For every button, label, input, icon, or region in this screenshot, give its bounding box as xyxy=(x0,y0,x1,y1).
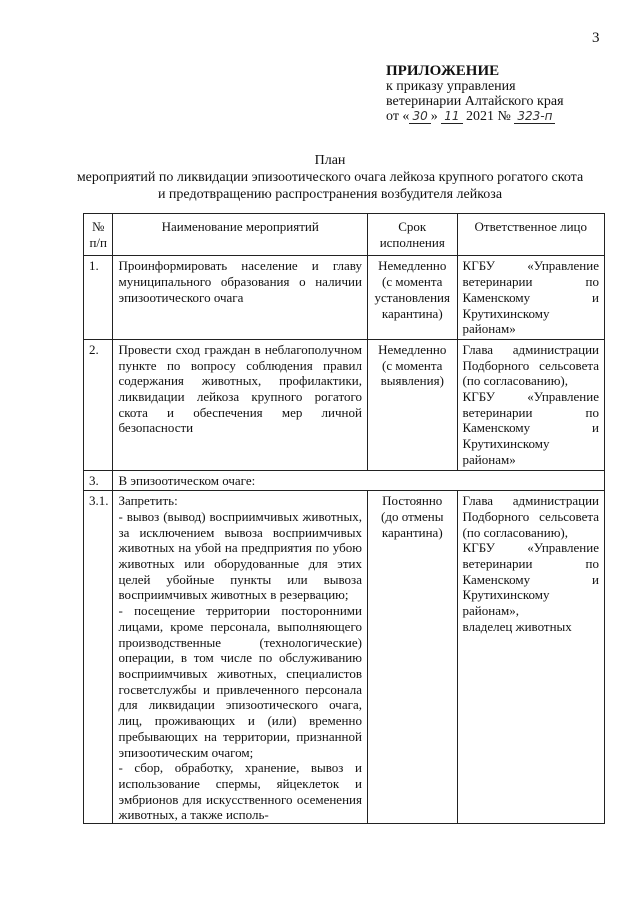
date-year: 2021 № xyxy=(466,109,511,124)
responsible-part: Глава администрации Подборного сельсовета (по согласованию), xyxy=(462,493,599,540)
responsible-part: владелец животных xyxy=(462,618,572,634)
activity-intro: Запретить: xyxy=(118,493,178,509)
row-term: Немедленно (с момента установления карантина) xyxy=(367,256,457,340)
row-num: 2. xyxy=(84,339,113,470)
header-responsible: Ответственное лицо xyxy=(457,214,604,256)
row-num: 3.1. xyxy=(84,491,113,824)
table-row xyxy=(84,470,605,491)
plan-title xyxy=(40,152,620,203)
page-number: 3 xyxy=(592,30,600,46)
responsible-part: КГБУ «Управление ветеринарии по Каменскому и Крутихинскому районам» xyxy=(462,389,599,467)
activity-item: - сбор, обработку, хранение, вывоз и использование спермы, яйцеклеток и эмбрионов для искусственного осеменения животных, а также исполь- xyxy=(118,760,362,823)
activity-item: - посещение территории посторонними лицами, кроме персонала, выполняющего производственные (технологические) операции, в том числе по обслуживанию восприимчивых животных, специалистов госветслужбы и привлеченного персонала для ликвидации эпизоотического очага, лиц, проживающих и (или) временно пребывающих на территории, признанной эпизоотическим очагом; xyxy=(118,603,362,760)
responsible-part: КГБУ «Управление ветеринарии по Каменскому и Крутихинскому районам», xyxy=(462,540,599,619)
row-activity: В эпизоотическом очаге: xyxy=(113,470,605,491)
row-num: 1. xyxy=(84,256,113,340)
handwritten-day: 30 xyxy=(409,110,430,124)
appendix-line-1: к приказу управления xyxy=(386,79,516,94)
plan-title-line-2: мероприятий по ликвидации эпизоотического очага лейкоза крупного рогатого скота xyxy=(76,170,584,185)
appendix-line-2: ветеринарии Алтайского края xyxy=(386,94,564,109)
row-responsible: КГБУ «Управление ветеринарии по Каменскому и Крутихинскому районам» xyxy=(457,256,604,340)
row-activity: Провести сход граждан в неблагополучном пункте по вопросу соблюдения правил содержания животных, профилактики, ликвидации лейкоза крупного рогатого скота и обеспечения мер личной безопасности xyxy=(113,339,367,470)
header-term: Срок исполнения xyxy=(367,214,457,256)
handwritten-month: 11 xyxy=(441,110,462,124)
row-responsible xyxy=(457,339,604,470)
row-term: Постоянно (до отмены карантина) xyxy=(367,491,457,824)
row-responsible xyxy=(457,491,604,824)
activity-item: - вывоз (вывод) восприимчивых животных, за исключением вывоза восприимчивых животных на убой на предприятия по убою животных или оборудованные для этих целей убойные пункты или вывоза восприимчивых животных в резервацию; xyxy=(118,508,362,603)
plan-table xyxy=(83,213,605,824)
appendix-heading: ПРИЛОЖЕНИЕ xyxy=(386,63,500,79)
row-activity: Проинформировать население и главу муниципального образования о наличии эпизоотического очага xyxy=(113,256,367,340)
plan-title-line-3: и предотвращению распространения возбудителя лейкоза xyxy=(157,187,503,202)
plan-title-line-1: План xyxy=(314,153,346,168)
table-row xyxy=(84,256,605,340)
row-activity xyxy=(113,491,367,824)
responsible-part: Глава администрации Подборного сельсовета (по согласованию), xyxy=(462,341,599,389)
date-mid: » xyxy=(430,109,438,124)
header-num: № п/п xyxy=(84,214,113,256)
handwritten-number: 323-п xyxy=(514,110,555,124)
date-prefix: от « xyxy=(386,109,410,124)
appendix-date-line xyxy=(386,109,564,124)
table-row xyxy=(84,491,605,824)
appendix-block xyxy=(386,64,564,124)
row-num: 3. xyxy=(84,470,113,491)
table-row xyxy=(84,339,605,470)
header-activity: Наименование мероприятий xyxy=(113,214,367,256)
table-header-row xyxy=(84,214,605,256)
row-term: Немедленно (с момента выявления) xyxy=(367,339,457,470)
